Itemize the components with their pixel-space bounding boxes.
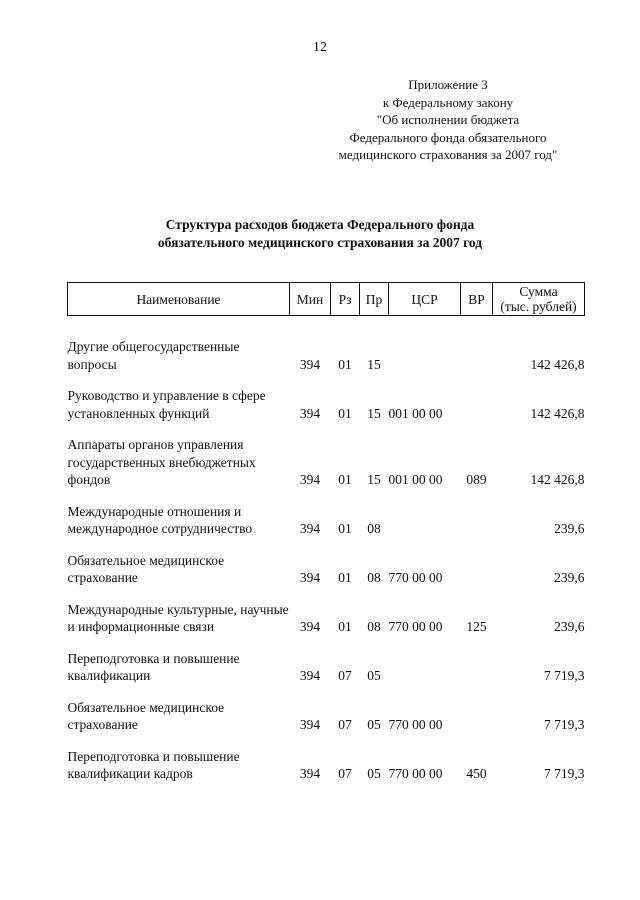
cell-sum: 239,6: [554, 619, 585, 634]
title-line: Структура расходов бюджета Федерального фонда: [165, 217, 475, 232]
cell-name: Переподготовка и повышение квалификации кадров: [67, 748, 240, 781]
appendix-line: Федерального фонда обязательного: [349, 129, 547, 145]
cell-csr: [389, 503, 461, 538]
cell-min: 394: [299, 570, 321, 585]
cell-pr: 05: [367, 717, 381, 732]
cell-csr: [389, 650, 461, 685]
table-row: [68, 650, 585, 685]
appendix-line: к Федеральному закону: [382, 94, 514, 110]
cell-csr: 770 00 00: [388, 766, 443, 781]
title-line: обязательного медицинского страхования за 2007 год: [157, 235, 483, 250]
row-spacer: [68, 373, 585, 387]
row-spacer: [68, 734, 585, 748]
cell-name: Международные культурные, научные и информационные связи: [67, 601, 289, 634]
cell-min: 394: [299, 472, 321, 487]
cell-rz: 07: [338, 668, 352, 683]
cell-min: 394: [299, 405, 321, 421]
cell-name: Аппараты органов управления государственных внебюджетных фондов: [67, 437, 256, 487]
cell-sum: 142 426,8: [530, 405, 585, 421]
cell-pr: 08: [367, 570, 381, 585]
header-rz: Рз: [331, 283, 360, 316]
cell-rz: 01: [338, 521, 352, 536]
row-spacer: [68, 316, 585, 339]
cell-name: Обязательное медицинское страхование: [67, 552, 225, 585]
cell-sum: 142 426,8: [530, 356, 585, 372]
cell-name: Международные отношения и международное сотрудничество: [67, 503, 253, 536]
row-spacer: [68, 422, 585, 436]
row-spacer: [68, 587, 585, 601]
cell-csr: 770 00 00: [388, 619, 443, 634]
cell-vr: [461, 552, 493, 587]
cell-sum: 239,6: [554, 570, 585, 585]
cell-rz: 07: [338, 717, 352, 732]
cell-vr: [461, 387, 493, 422]
expenditure-table: [67, 282, 585, 783]
row-spacer: [68, 489, 585, 503]
table-row: [68, 601, 585, 636]
cell-csr: 001 00 00: [388, 472, 443, 487]
row-spacer-cell: [68, 373, 585, 387]
cell-csr: 770 00 00: [388, 570, 443, 585]
cell-vr: 089: [466, 472, 487, 487]
header-vr: ВР: [461, 283, 493, 316]
cell-name: Другие общегосударственные вопросы: [67, 339, 240, 372]
cell-pr: 05: [367, 766, 381, 781]
row-spacer-cell: [68, 636, 585, 650]
document-title: [0, 216, 640, 252]
header-min: Мин: [290, 283, 331, 316]
row-spacer: [68, 538, 585, 552]
table-body: [68, 316, 585, 783]
table-row: [68, 503, 585, 538]
appendix-line: "Об исполнении бюджета: [376, 112, 520, 128]
cell-min: 394: [299, 619, 321, 634]
cell-pr: 05: [367, 668, 381, 683]
header-pr: Пр: [360, 283, 389, 316]
row-spacer-cell: [68, 734, 585, 748]
cell-min: 394: [299, 668, 321, 683]
cell-rz: 01: [338, 570, 352, 585]
cell-rz: 01: [338, 356, 352, 372]
cell-pr: 08: [367, 619, 381, 634]
cell-pr: 15: [367, 356, 381, 372]
cell-name: Переподготовка и повышение квалификации: [67, 650, 240, 683]
cell-min: 394: [299, 717, 321, 732]
row-spacer-cell: [68, 587, 585, 601]
row-spacer-cell: [68, 489, 585, 503]
header-sum-line2: (тыс. рублей): [500, 299, 577, 314]
table-row: [68, 436, 585, 489]
cell-vr: 450: [466, 766, 487, 781]
cell-rz: 01: [338, 472, 352, 487]
cell-pr: 15: [367, 472, 381, 487]
cell-vr: [461, 699, 493, 734]
cell-rz: 01: [338, 619, 352, 634]
header-name: Наименование: [68, 283, 290, 316]
cell-rz: 07: [338, 766, 352, 781]
cell-min: 394: [299, 521, 321, 536]
appendix-line: Приложение 3: [408, 77, 488, 92]
row-spacer: [68, 636, 585, 650]
cell-vr: [461, 503, 493, 538]
row-spacer-cell: [68, 422, 585, 436]
cell-vr: [461, 650, 493, 685]
cell-rz: 01: [338, 405, 352, 421]
row-spacer-cell: [68, 316, 585, 339]
cell-pr: 15: [367, 405, 381, 421]
appendix-line: медицинского страхования за 2007 год": [338, 147, 558, 163]
cell-csr: 001 00 00: [388, 405, 443, 421]
cell-sum: 7 719,3: [544, 766, 585, 781]
table-row: [68, 552, 585, 587]
cell-pr: 08: [367, 521, 381, 536]
cell-sum: 142 426,8: [530, 472, 585, 487]
cell-min: 394: [299, 766, 321, 781]
header-csr: ЦСР: [389, 283, 461, 316]
cell-sum: 239,6: [554, 521, 585, 536]
cell-name: Обязательное медицинское страхование: [67, 699, 225, 732]
row-spacer: [68, 685, 585, 699]
page-number: 12: [313, 40, 327, 55]
cell-sum: 7 719,3: [544, 717, 585, 732]
row-spacer-cell: [68, 538, 585, 552]
row-spacer-cell: [68, 685, 585, 699]
appendix-reference: [298, 76, 598, 164]
table-row: [68, 748, 585, 783]
cell-sum: 7 719,3: [544, 668, 585, 683]
cell-name: Руководство и управление в сфере установленных функций: [67, 388, 266, 421]
cell-vr: [461, 338, 493, 373]
table-row: [68, 699, 585, 734]
cell-min: 394: [299, 356, 321, 372]
cell-csr: [389, 338, 461, 373]
cell-csr: 770 00 00: [388, 717, 443, 732]
header-sum-line1: Сумма: [519, 284, 558, 299]
table-header: [68, 283, 585, 316]
table-row: [68, 387, 585, 422]
table-row: [68, 338, 585, 373]
cell-vr: 125: [466, 619, 487, 634]
header-sum: [493, 283, 585, 316]
